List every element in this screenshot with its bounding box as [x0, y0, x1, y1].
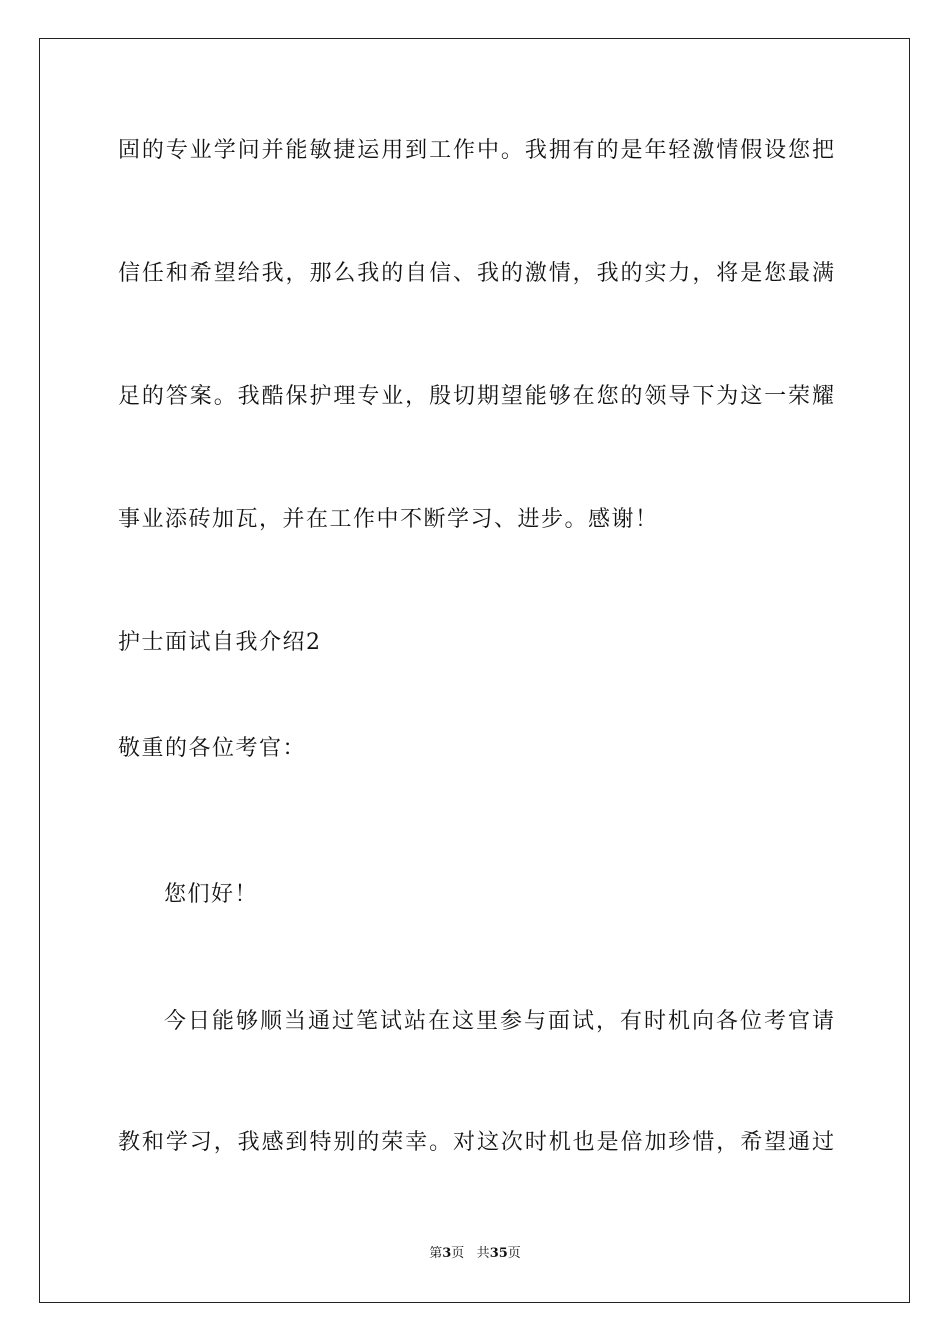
body-line-3: 足的答案。我酷保护理专业，殷切期望能够在您的领导下为这一荣耀 — [118, 384, 834, 409]
body-line-6: 教和学习，我感到特别的荣幸。对这次时机也是倍加珍惜，希望通过 — [118, 1130, 834, 1155]
salutation: 敬重的各位考官： — [118, 736, 307, 761]
page-border — [39, 38, 910, 1303]
body-line-5: 今日能够顺当通过笔试站在这里参与面试，有时机向各位考官请 — [164, 1009, 834, 1034]
footer-total-suffix: 页 — [507, 1246, 521, 1261]
body-line-4: 事业添砖加瓦，并在工作中不断学习、进步。感谢！ — [118, 507, 659, 532]
greeting: 您们好！ — [164, 882, 259, 907]
body-line-2: 信任和希望给我，那么我的自信、我的激情，我的实力，将是您最满 — [118, 261, 834, 286]
section-heading: 护士面试自我介绍2 — [118, 630, 322, 655]
footer-page-prefix: 第 — [429, 1246, 443, 1261]
footer-total-pages: 35 — [489, 1246, 508, 1261]
body-line-1: 固的专业学问并能敏捷运用到工作中。我拥有的是年轻激情假设您把 — [118, 138, 834, 163]
footer-page-suffix: 页 — [451, 1246, 465, 1261]
footer-page-number: 3 — [442, 1246, 452, 1261]
page-footer — [0, 1245, 950, 1263]
footer-total-prefix: 共 — [476, 1246, 490, 1261]
